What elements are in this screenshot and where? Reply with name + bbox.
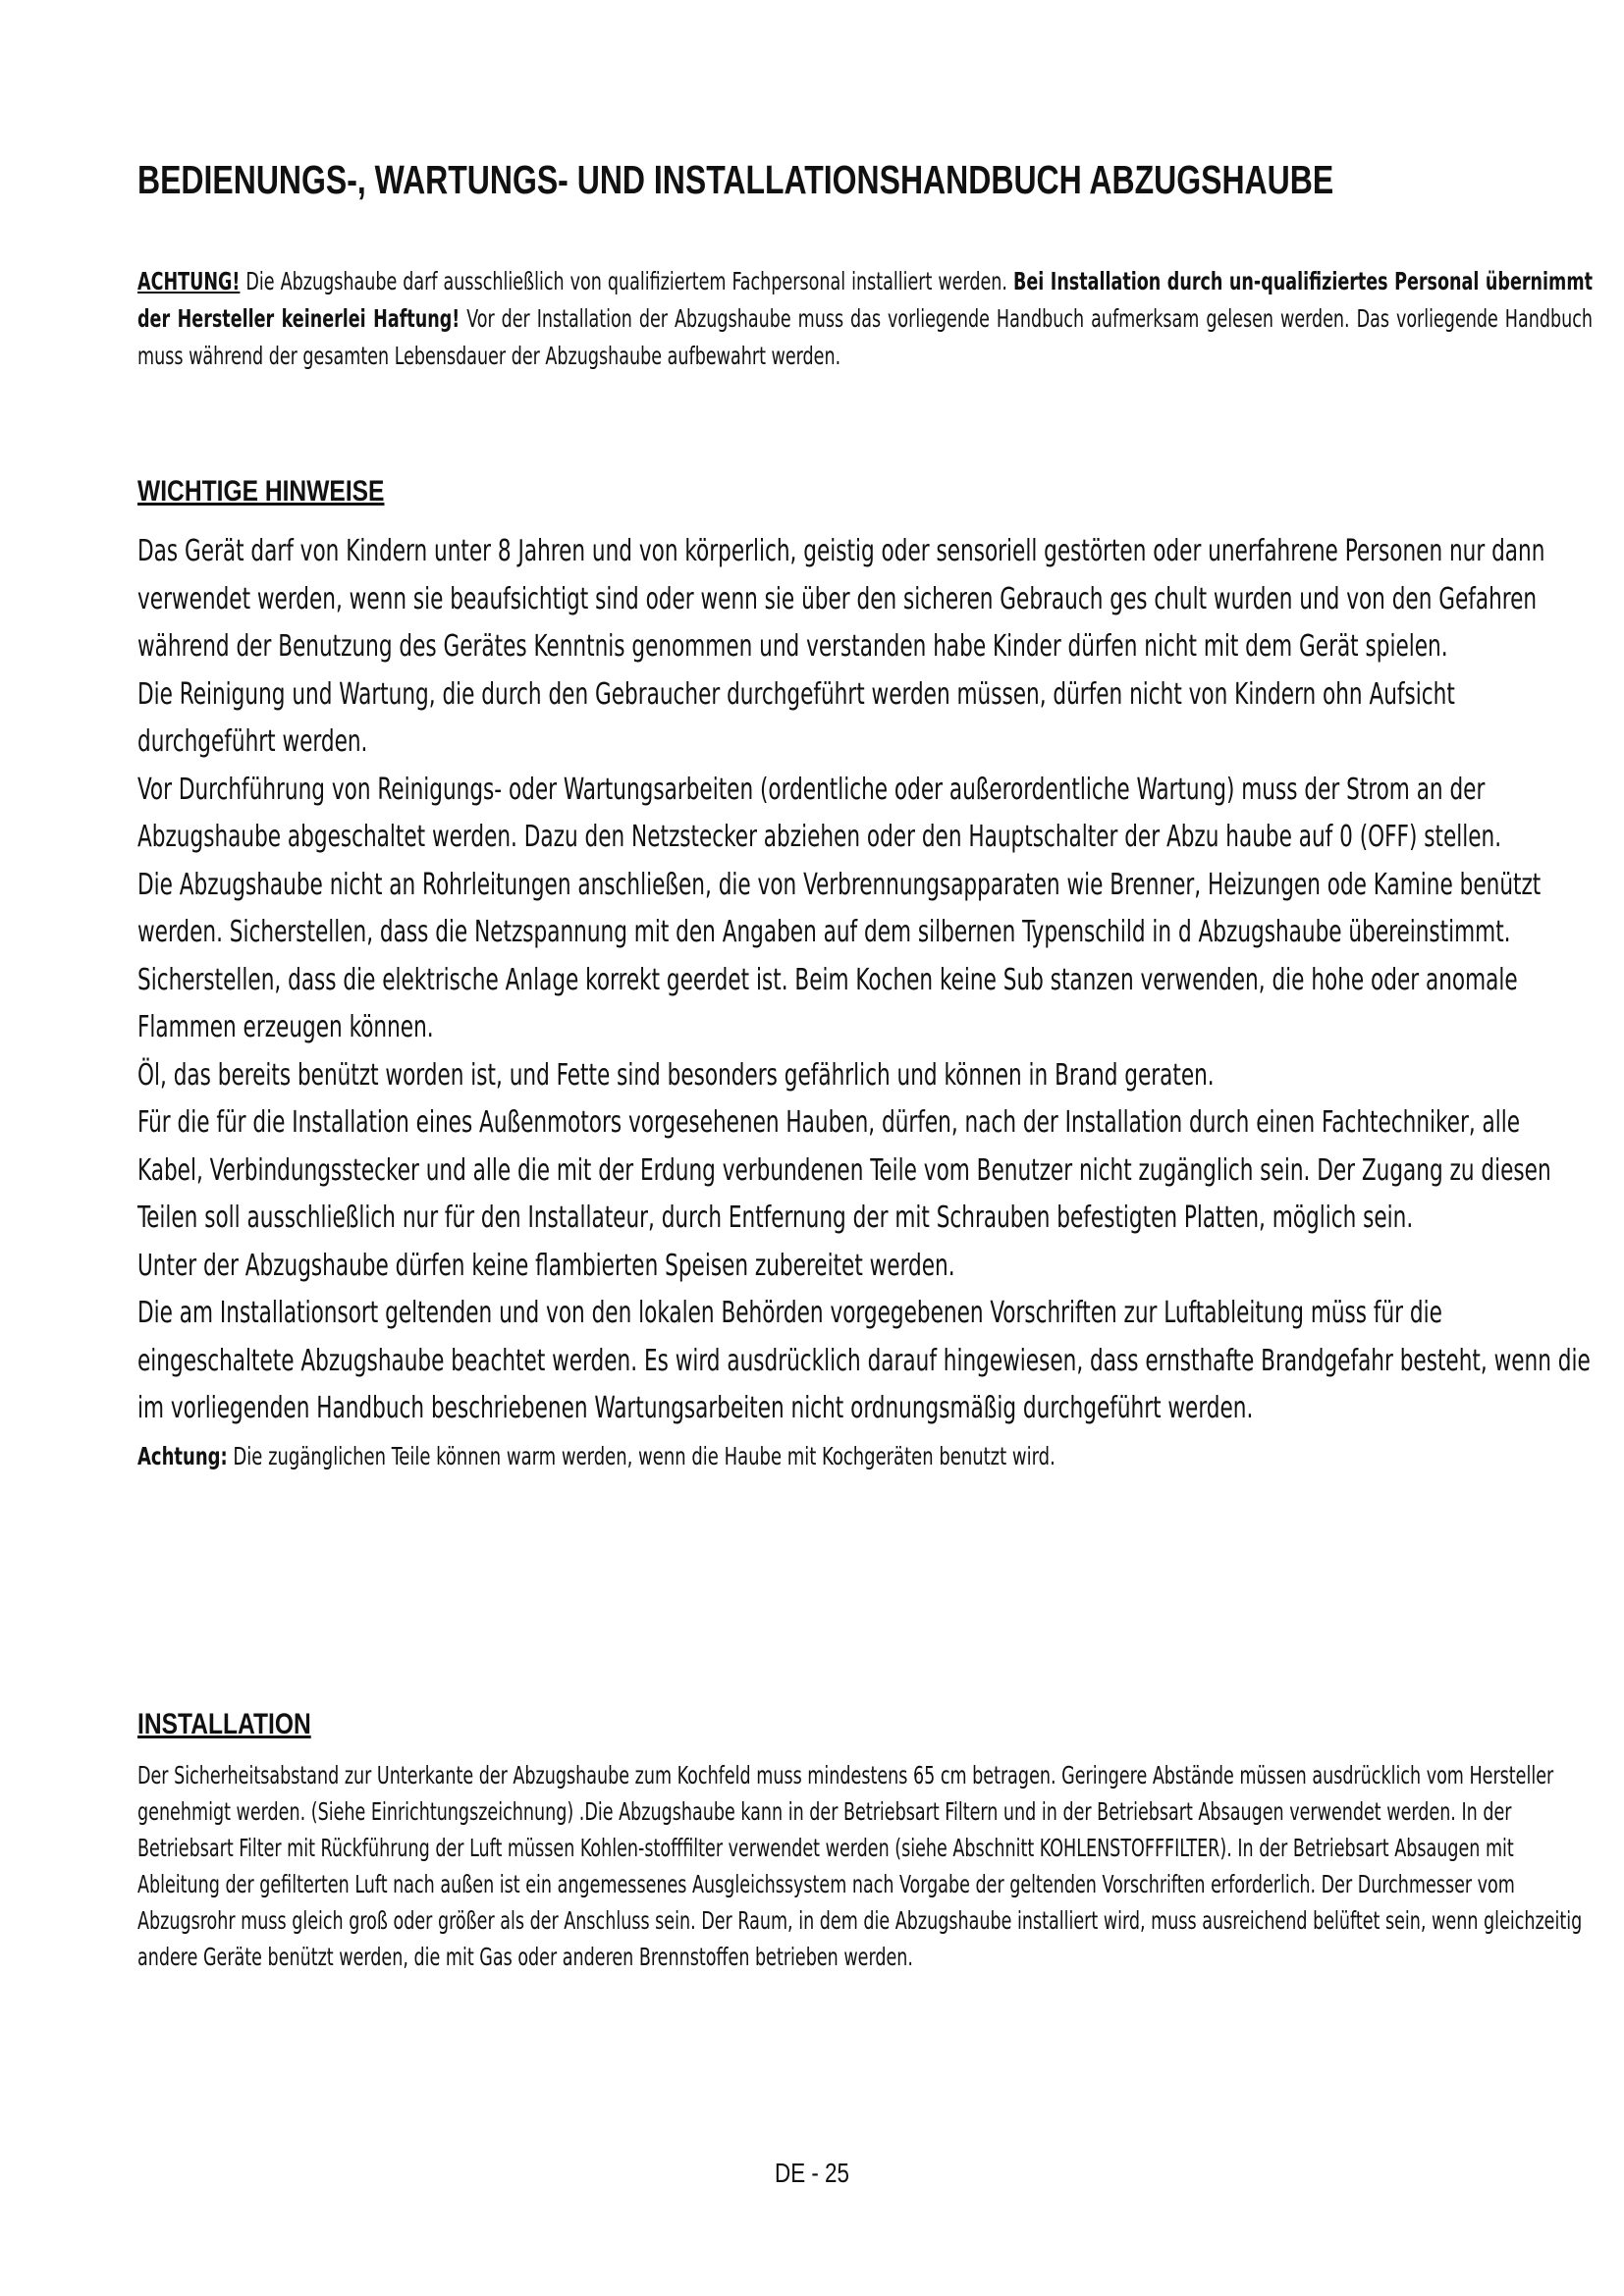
note-paragraph: Die am Installationsort geltenden und von den lokalen Behörden vorgegebenen Vorschriften zur Luftableitung müss für die eingeschaltete Abzugshaube beachtet werden. Es wird ausdrücklich darauf hingewiesen, dass ernsthafte Brandgefahr besteht, wenn die im vorliegenden Handbuch beschriebenen Wartungsarbeiten nicht ordnungsmäßig durchgeführt werden. [137, 1296, 1591, 1425]
page-number: DE - 25 [775, 2158, 849, 2188]
intro-paragraph [137, 263, 1594, 375]
installation-body [137, 1757, 1591, 1975]
caution-text: Die zugänglichen Teile können warm werden, wenn die Haube mit Kochgeräten benutzt wird. [227, 1441, 1056, 1470]
note-paragraph: Die Reinigung und Wartung, die durch den Gebraucher durchgeführt werden müssen, dürfen nicht von Kindern ohn Aufsicht durchgeführt werden. [137, 676, 1455, 759]
intro-text-2: Vor der Installation der Abzugshaube muss das vorliegende Handbuch aufmerksam gelesen werden. Das vorliegende Handbuch muss während der gesamten Lebensdauer der Abzugshaube aufbewahrt werden. [137, 304, 1594, 370]
installation-paragraph: Der Sicherheitsabstand zur Unterkante der Abzugshaube zum Kochfeld muss mindestens 65 cm betragen. Geringere Abstände müssen ausdrücklich vom Hersteller genehmigt werden. (Siehe Einrichtungszeichnung) .Die Abzugshaube kann in der Betriebsart Filtern und in der Betriebsart Absaugen verwendet werden. In der Betriebsart Filter mit Rückführung der Luft müssen Kohlen-stofffilter verwendet werden (siehe Abschnitt KOHLENSTOFFFILTER). In der Betriebsart Absaugen mit Ableitung der gefilterten Luft nach außen ist ein angemessenes Ausgleichssystem nach Vorgabe der geltenden Vorschriften erforderlich. Der Durchmesser vom Abzugsrohr muss gleich groß oder größer als der Anschluss sein. Der Raum, in dem die Abzugshaube installiert wird, muss ausreichend belüftet sein, wenn gleichzeitig andere Geräte benützt werden, die mit Gas oder anderen Brennstoffen betrieben werden. [137, 1761, 1583, 1971]
warning-label: ACHTUNG! [137, 267, 241, 295]
important-notes-body [137, 528, 1591, 1480]
note-paragraph: Öl, das bereits benützt worden ist, und Fette sind besonders gefährlich und können in Brand geraten. [137, 1057, 1215, 1093]
intro-text-1: Die Abzugshaube darf ausschließlich von qualifiziertem Fachpersonal installiert werden. [240, 267, 1013, 295]
note-paragraph: Die Abzugshaube nicht an Rohrleitungen anschließen, die von Verbrennungsapparaten wie Brenner, Heizungen ode Kamine benützt werden. Sicherstellen, dass die Netzspannung mit den Angaben auf dem silbernen Typenschild in d Abzugshaube übereinstimmt. Sicherstellen, dass die elektrische Anlage korrekt geerdet ist. Beim Kochen keine Sub stanzen verwenden, die hohe oder anomale Flammen erzeugen können. [137, 867, 1542, 1044]
page-title: BEDIENUNGS-, WARTUNGS- UND INSTALLATIONSHANDBUCH ABZUGSHAUBE [137, 157, 1334, 202]
installation-heading: INSTALLATION [137, 1708, 311, 1740]
caution-paragraph [137, 1433, 1591, 1481]
note-paragraph: Vor Durchführung von Reinigungs- oder Wartungsarbeiten (ordentliche oder außerordentliche Wartung) muss der Strom an der Abzugshaube abgeschaltet werden. Dazu den Netzstecker abziehen oder den Hauptschalter der Abzu haube auf 0 (OFF) stellen. [137, 772, 1502, 854]
note-paragraph: Das Gerät darf von Kindern unter 8 Jahren und von körperlich, geistig oder sensoriell gestörten oder unerfahrene Personen nur dann verwendet werden, wenn sie beaufsichtigt sind oder wenn sie über den sicheren Gebrauch ges chult wurden und von den Gefahren während der Benutzung des Gerätes Kenntnis genommen und verstanden habe Kinder dürfen nicht mit dem Gerät spielen. [137, 534, 1545, 664]
note-paragraph: Unter der Abzugshaube dürfen keine flambierten Speisen zubereitet werden. [137, 1248, 955, 1283]
intro-bold-text: Bei Installation durch un-qualifiziertes Personal übernimmt der Hersteller keinerlei Haftung! [137, 267, 1593, 333]
important-notes-heading: WICHTIGE HINWEISE [137, 475, 385, 507]
note-paragraph: Für die für die Installation eines Außenmotors vorgesehenen Hauben, dürfen, nach der Installation durch einen Fachtechniker, alle Kabel, Verbindungsstecker und alle die mit der Erdung verbundenen Teile vom Benutzer nicht zugänglich sein. Der Zugang zu diesen Teilen soll ausschließlich nur für den Installateur, durch Entfernung der mit Schrauben befestigten Platten, möglich sein. [137, 1105, 1551, 1235]
caution-label: Achtung: [137, 1441, 228, 1470]
